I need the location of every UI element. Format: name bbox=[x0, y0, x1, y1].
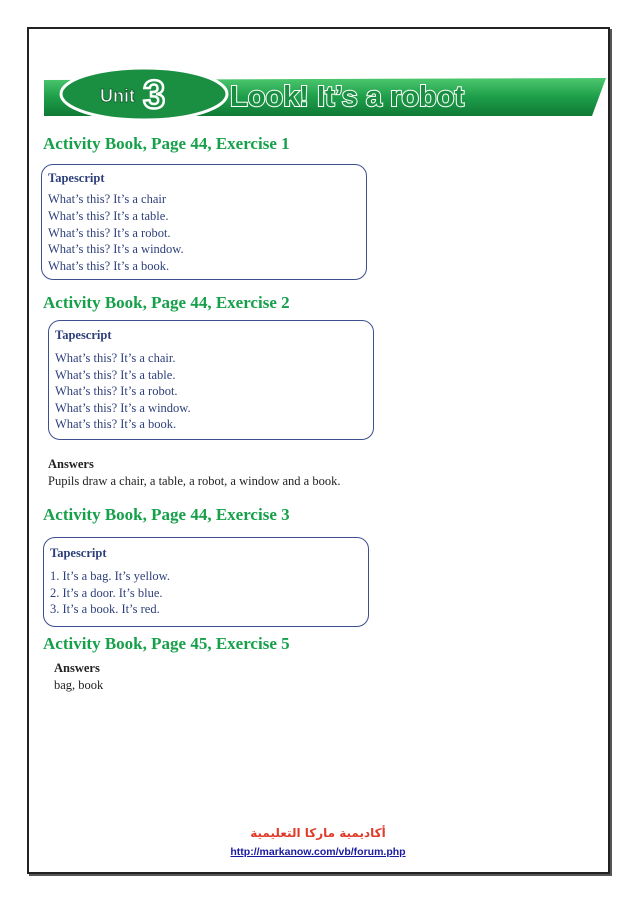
tapescript-title: Tapescript bbox=[55, 328, 112, 342]
unit-label: Unit bbox=[100, 86, 135, 106]
answers-title: Answers bbox=[54, 661, 100, 675]
unit-banner bbox=[40, 62, 606, 120]
answers-text: bag, book bbox=[54, 678, 104, 692]
tapescript-line: 2. It’s a door. It’s blue. bbox=[50, 586, 163, 600]
tapescript-box-3 bbox=[43, 537, 369, 627]
tapescript-line: What’s this? It’s a window. bbox=[55, 401, 191, 415]
tapescript-line: What’s this? It’s a table. bbox=[48, 209, 169, 223]
tapescript-line: What’s this? It’s a chair. bbox=[55, 351, 176, 365]
tapescript-box-1 bbox=[41, 164, 367, 280]
tapescript-line: 1. It’s a bag. It’s yellow. bbox=[50, 569, 171, 583]
section-3-heading: Activity Book, Page 44, Exercise 3 bbox=[43, 505, 290, 524]
section-4-heading: Activity Book, Page 45, Exercise 5 bbox=[43, 634, 290, 653]
footer-academy-name: أكاديمية ماركا التعليمية bbox=[250, 826, 386, 840]
section-1-heading: Activity Book, Page 44, Exercise 1 bbox=[43, 134, 290, 153]
tapescript-line: 3. It’s a book. It’s red. bbox=[50, 602, 160, 616]
tapescript-line: What’s this? It’s a table. bbox=[55, 368, 176, 382]
tapescript-line: What’s this? It’s a window. bbox=[48, 242, 184, 256]
unit-number: 3 bbox=[143, 73, 166, 117]
answers-title: Answers bbox=[48, 457, 94, 471]
tapescript-line: What’s this? It’s a robot. bbox=[48, 226, 171, 240]
tapescript-line: What’s this? It’s a robot. bbox=[55, 384, 178, 398]
footer-link[interactable]: http://markanow.com/vb/forum.php bbox=[230, 846, 406, 858]
answers-text: Pupils draw a chair, a table, a robot, a window and a book. bbox=[48, 474, 341, 488]
tapescript-line: What’s this? It’s a book. bbox=[48, 259, 170, 273]
tapescript-box-2 bbox=[48, 320, 374, 440]
tapescript-title: Tapescript bbox=[48, 171, 105, 185]
tapescript-line: What’s this? It’s a book. bbox=[55, 417, 177, 431]
section-2-heading: Activity Book, Page 44, Exercise 2 bbox=[43, 293, 290, 312]
banner-title: Look! It’s a robot bbox=[230, 81, 465, 113]
tapescript-title: Tapescript bbox=[50, 546, 107, 560]
page-border bbox=[27, 27, 610, 874]
tapescript-line: What’s this? It’s a chair bbox=[48, 192, 167, 206]
